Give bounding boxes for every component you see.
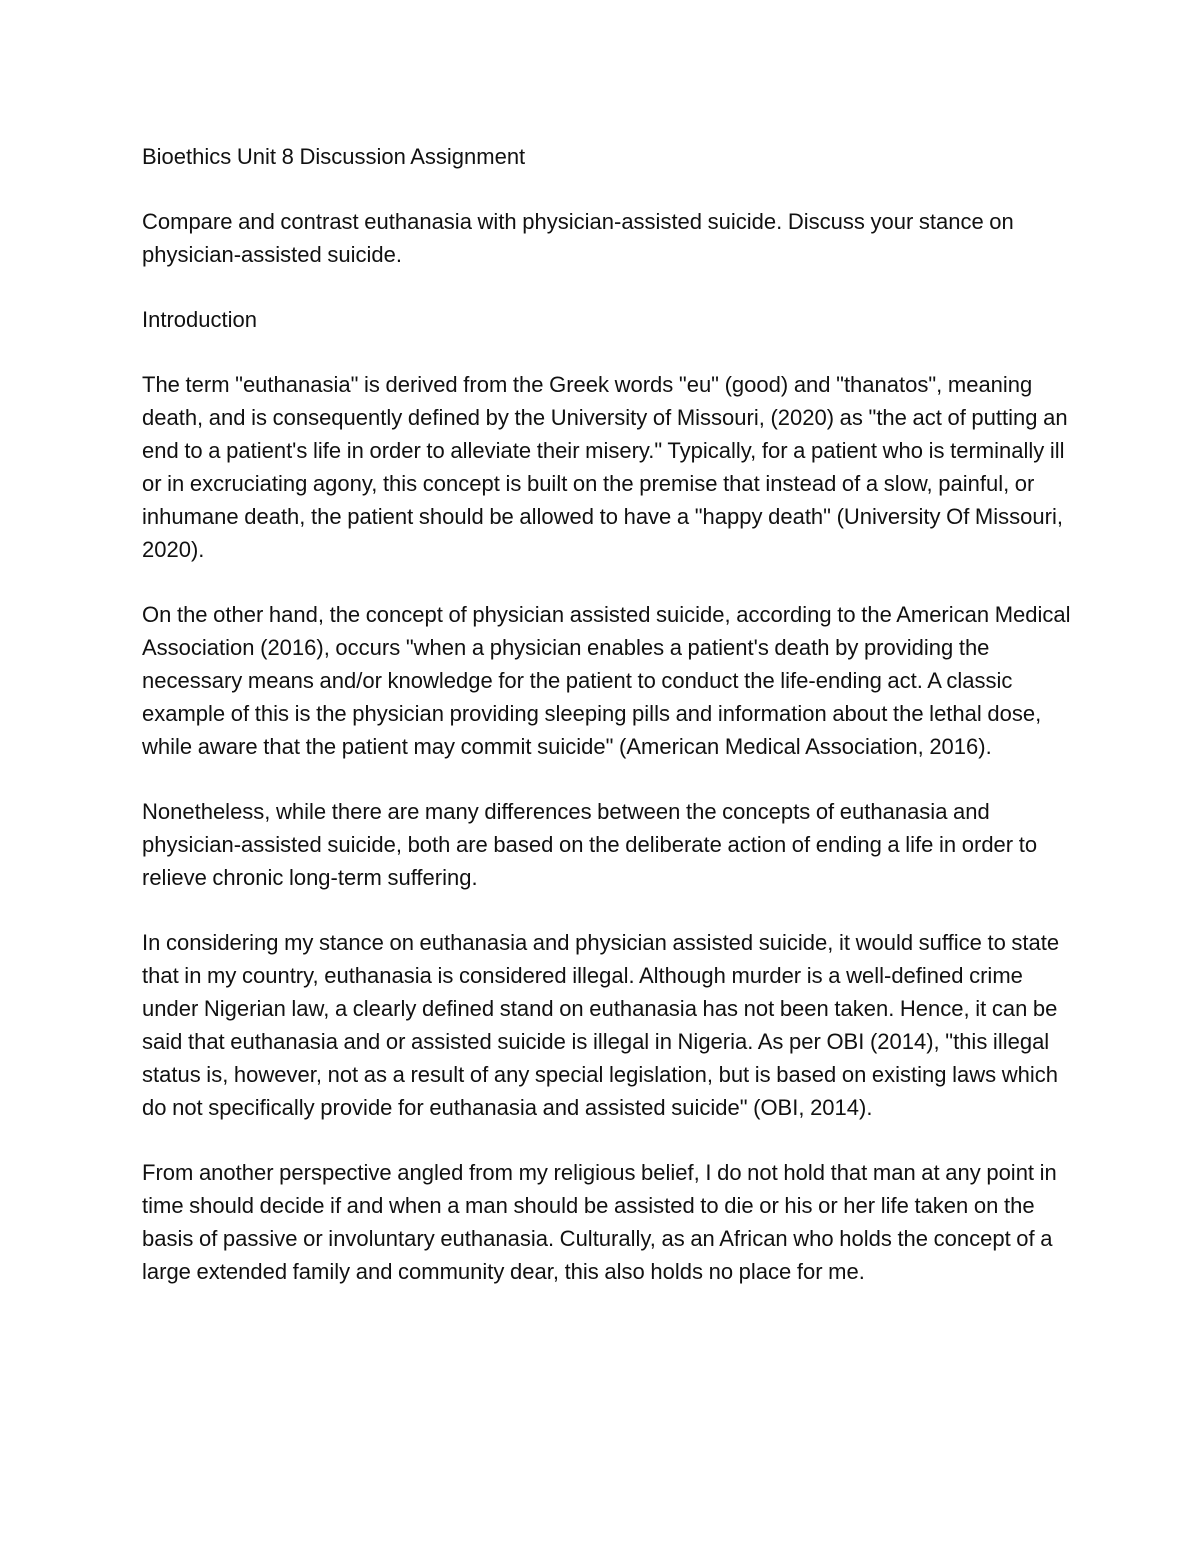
paragraph-physician-assisted-suicide: On the other hand, the concept of physician assisted suicide, according to the American Medical Association (2016), occurs "when a physician enables a patient's death by providing the necessary means and/or knowledge for the patient to conduct the life-ending act. A classic example of this is the physician providing sleeping pills and information about the lethal dose, while aware that the patient may commit suicide" (American Medical Association, 2016). (142, 602, 1071, 759)
document-body (142, 140, 1072, 1320)
paragraph-euthanasia-definition: The term "euthanasia" is derived from the Greek words "eu" (good) and "thanatos", meaning death, and is consequently defined by the University of Missouri, (2020) as "the act of putting an end to a patient's life in order to alleviate their misery." Typically, for a patient who is terminally ill or in excruciating agony, this concept is built on the premise that instead of a slow, painful, or inhumane death, the patient should be allowed to have a "happy death" (University Of Missouri, 2020). (142, 372, 1068, 562)
document-title: Bioethics Unit 8 Discussion Assignment (142, 144, 526, 169)
paragraph-religious-cultural-stance: From another perspective angled from my religious belief, I do not hold that man at any point in time should decide if and when a man should be assisted to die or his or her life taken on the basis of passive or involuntary euthanasia. Culturally, as an African who holds the concept of a large extended family and community dear, this also holds no place for me. (142, 1160, 1057, 1284)
section-heading: Introduction (142, 307, 257, 332)
paragraph-legal-stance: In considering my stance on euthanasia and physician assisted suicide, it would suffice to state that in my country, euthanasia is considered illegal. Although murder is a well-defined crime under Nigerian law, a clearly defined stand on euthanasia has not been taken. Hence, it can be said that euthanasia and or assisted suicide is illegal in Nigeria. As per OBI (2014), "this illegal status is, however, not as a result of any special legislation, but is based on existing laws which do not specifically provide for euthanasia and assisted suicide" (OBI, 2014). (142, 930, 1060, 1120)
paragraph-comparison: Nonetheless, while there are many differences between the concepts of euthanasia and physician-assisted suicide, both are based on the deliberate action of ending a life in order to relieve chronic long-term suffering. (142, 799, 1038, 890)
assignment-prompt: Compare and contrast euthanasia with physician-assisted suicide. Discuss your stance on physician-assisted suicide. (142, 209, 1014, 267)
